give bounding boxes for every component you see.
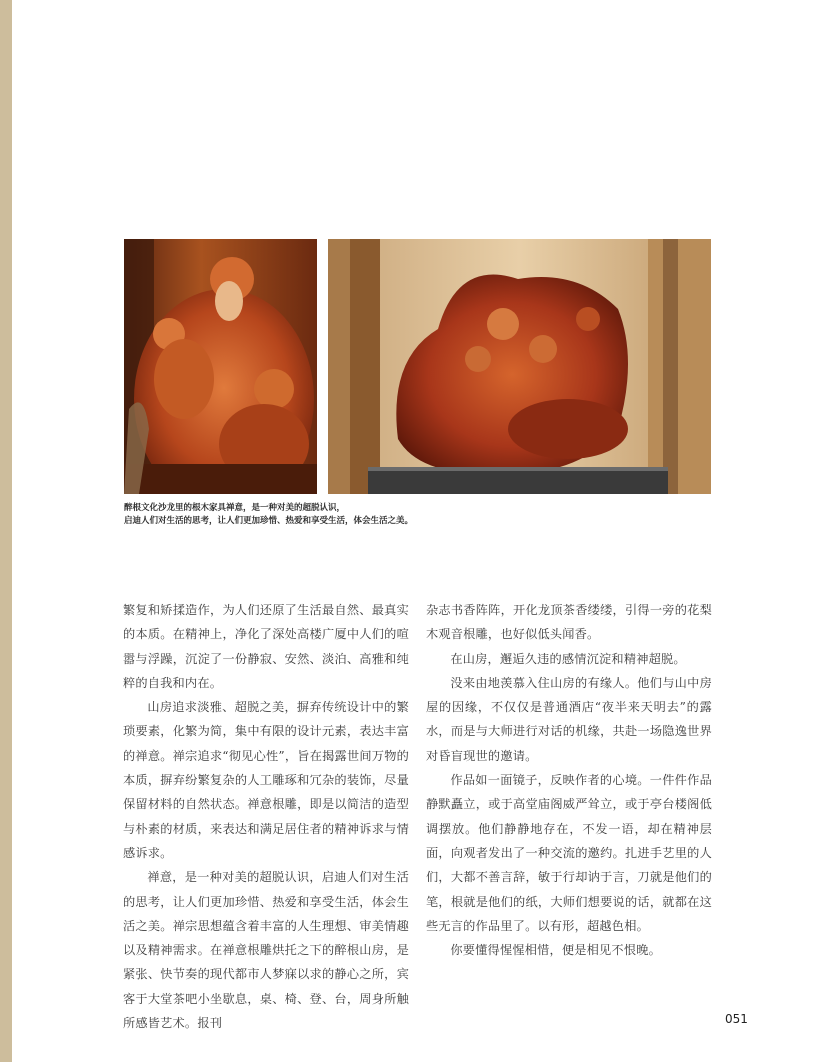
caption-line-1: 醉根文化沙龙里的根木家具禅意，是一种对美的超脱认识， bbox=[124, 503, 346, 513]
paragraph: 作品如一面镜子，反映作者的心境。一件件作品静默矗立，或于高堂庙阁威严耸立，或于亭台楼阁低调摆放。他们静静地存在，不发一语，却在精神层面，向观者发出了一种交流的邀约。扎进手艺里的人们，大都不善言辞，敏于行却讷于言，刀就是他们的笔，根就是他们的纸，大师们想要说的话，就都在这些无言的作品里了。以有形，超越色相。 bbox=[426, 773, 712, 933]
page-number: 051 bbox=[725, 1012, 748, 1026]
paragraph: 山房追求淡雅、超脱之美，摒弃传统设计中的繁琐要素，化繁为简，集中有限的设计元素，表达丰富的禅意。禅宗追求“彻见心性”，旨在揭露世间万物的本质，摒弃纷繁复杂的人工雕琢和冗杂的装饰，尽量保留材料的自然状态。禅意根雕，即是以简洁的造型与朴素的材质，来表达和满足居住者的精神诉求与情感诉求。 bbox=[123, 700, 409, 860]
paragraph: 杂志书香阵阵，开化龙顶茶香缕缕，引得一旁的花梨木观音根雕，也好似低头闻香。 bbox=[426, 603, 712, 642]
article-column-right bbox=[426, 598, 712, 962]
paragraph: 禅意，是一种对美的超脱认识，启迪人们对生活的思考，让人们更加珍惜、热爱和享受生活，体会生活之美。禅宗思想蕴含着丰富的人生理想、审美情趣以及精神需求。在禅意根雕烘托之下的醉根山房，是紧张、快节奏的现代都市人梦寐以求的静心之所，宾客于大堂茶吧小坐歇息，桌、椅、登、台，周身所触所感皆艺术。报刊 bbox=[123, 870, 409, 1031]
caption-line-2: 启迪人们对生活的思考，让人们更加珍惜、热爱和享受生活，体会生活之美。 bbox=[124, 516, 414, 526]
paragraph: 在山房，邂逅久违的感情沉淀和精神超脱。 bbox=[450, 651, 686, 666]
paragraph: 繁复和矫揉造作，为人们还原了生活最自然、最真实的本质。在精神上，净化了深处高楼广厦中人们的喧嚣与浮躁，沉淀了一份静寂、安然、淡泊、高雅和纯粹的自我和内在。 bbox=[123, 603, 409, 690]
article-column-left bbox=[123, 598, 409, 1035]
paragraph: 没来由地羡慕入住山房的有缘人。他们与山中房屋的因缘，不仅仅是普通酒店“夜半来天明去”的露水，而是与大师进行对话的机缘，共赴一场隐逸世界对昏盲现世的邀请。 bbox=[426, 675, 712, 763]
wood-carving-photo-left bbox=[124, 239, 317, 494]
photo-caption bbox=[124, 502, 544, 528]
page-spine-strip bbox=[0, 0, 12, 1062]
wood-carving-photo-right bbox=[328, 239, 711, 494]
paragraph: 你要懂得惺惺相惜，便是相见不恨晚。 bbox=[450, 943, 661, 958]
